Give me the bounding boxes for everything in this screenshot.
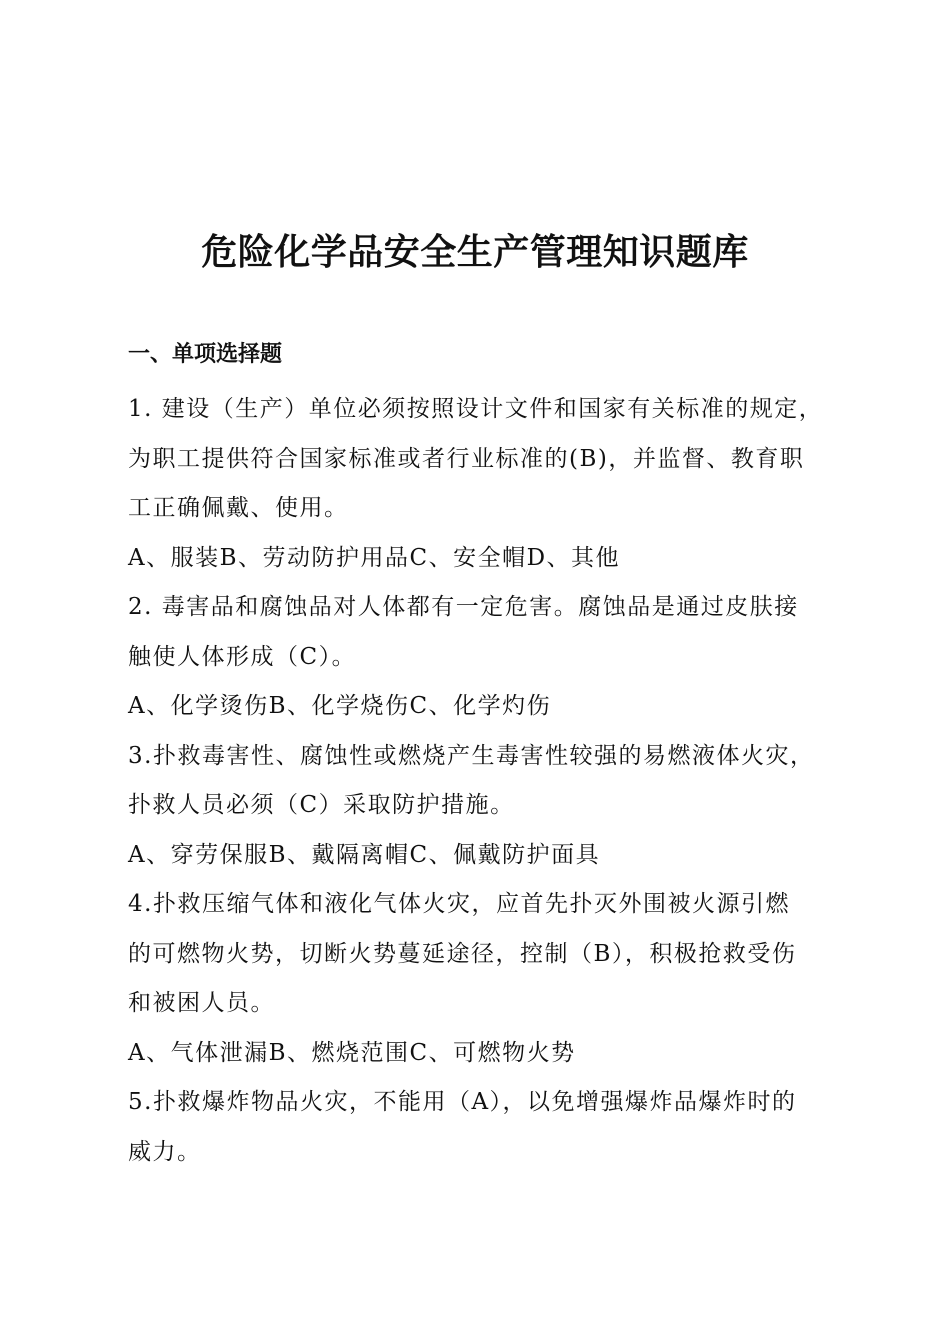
options-line: A、气体泄漏B、燃烧范围C、可燃物火势 — [128, 1039, 576, 1066]
options-line: A、化学烫伤B、化学烧伤C、化学灼伤 — [128, 693, 552, 719]
section-heading: 一、单项选择题 — [128, 342, 283, 367]
text-line: 5.扑救爆炸物品火灾，不能用（A），以免增强爆炸品爆炸时的 — [128, 1089, 797, 1115]
text-line: 和被困人员。 — [128, 990, 275, 1016]
text-line: 触使人体形成（C）。 — [128, 643, 357, 670]
text-line: 的可燃物火势，切断火势蔓延途径，控制（B），积极抢救受伤 — [128, 940, 797, 967]
text-line: 扑救人员必须（C）采取防护措施。 — [128, 792, 515, 818]
text-line: 为职工提供符合国家标准或者行业标准的(B)，并监督、教育职 — [128, 445, 805, 472]
text-line: 工正确佩戴、使用。 — [128, 495, 349, 521]
document-title: 危险化学品安全生产管理知识题库 — [201, 231, 749, 273]
text-line: 3.扑救毒害性、腐蚀性或燃烧产生毒害性较强的易燃液体火灾， — [128, 742, 815, 769]
text-line: 威力。 — [128, 1138, 202, 1165]
question-body — [128, 385, 848, 1177]
options-line: A、穿劳保服B、戴隔离帽C、佩戴防护面具 — [128, 841, 601, 868]
options-line: A、服装B、劳动防护用品C、安全帽D、其他 — [128, 544, 621, 571]
text-line: 4.扑救压缩气体和液化气体火灾，应首先扑灭外围被火源引燃 — [128, 891, 790, 917]
text-line: 1. 建设（生产）单位必须按照设计文件和国家有关标准的规定， — [128, 396, 824, 422]
text-line: 2. 毒害品和腐蚀品对人体都有一定危害。腐蚀品是通过皮肤接 — [128, 594, 799, 620]
